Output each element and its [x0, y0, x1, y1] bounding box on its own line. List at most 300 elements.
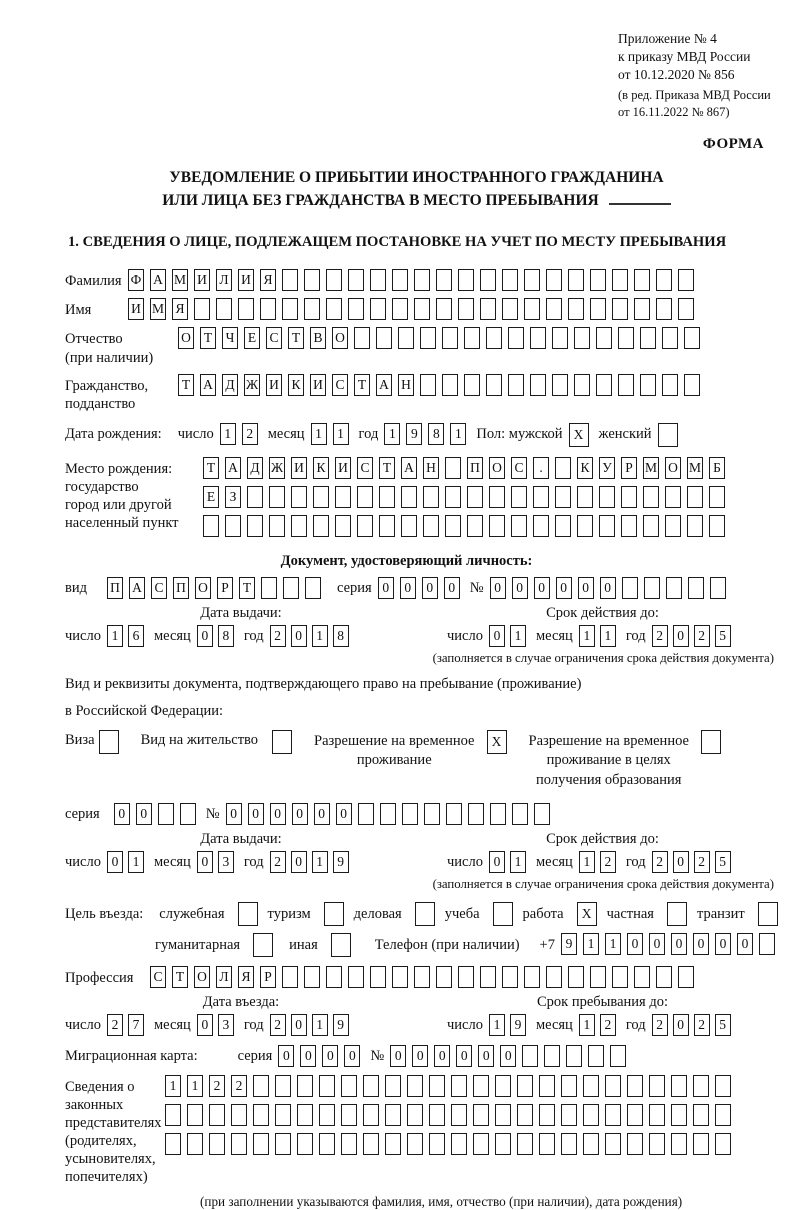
- char-cell[interactable]: [522, 1045, 538, 1067]
- char-cell[interactable]: [480, 298, 496, 320]
- char-cell[interactable]: И: [266, 374, 282, 396]
- char-cell[interactable]: 0: [434, 1045, 450, 1067]
- char-cell[interactable]: [517, 1075, 533, 1097]
- char-cell[interactable]: Д: [247, 457, 263, 479]
- char-cell[interactable]: [326, 298, 342, 320]
- char-cell[interactable]: [282, 966, 298, 988]
- char-cell[interactable]: [687, 515, 703, 537]
- char-cell[interactable]: О: [194, 966, 210, 988]
- char-cell[interactable]: 9: [561, 933, 577, 955]
- char-cell[interactable]: А: [401, 457, 417, 479]
- char-cell[interactable]: 2: [694, 625, 710, 647]
- char-cell[interactable]: [370, 269, 386, 291]
- char-cell[interactable]: 2: [652, 851, 668, 873]
- char-cell[interactable]: [612, 298, 628, 320]
- char-cell[interactable]: Т: [379, 457, 395, 479]
- char-cell[interactable]: Ч: [222, 327, 238, 349]
- char-cell[interactable]: [253, 1104, 269, 1126]
- char-cell[interactable]: [524, 966, 540, 988]
- char-cell[interactable]: [678, 966, 694, 988]
- char-cell[interactable]: 2: [242, 423, 258, 445]
- char-cell[interactable]: Т: [203, 457, 219, 479]
- char-cell[interactable]: [662, 327, 678, 349]
- char-cell[interactable]: 2: [652, 1014, 668, 1036]
- char-cell[interactable]: 0: [444, 577, 460, 599]
- char-cell[interactable]: [341, 1133, 357, 1155]
- temp-residence-edu-checkbox[interactable]: [701, 730, 721, 754]
- char-cell[interactable]: [495, 1133, 511, 1155]
- char-cell[interactable]: [473, 1133, 489, 1155]
- char-cell[interactable]: [486, 327, 502, 349]
- char-cell[interactable]: 2: [652, 625, 668, 647]
- char-cell[interactable]: 1: [312, 851, 328, 873]
- char-cell[interactable]: [348, 298, 364, 320]
- char-cell[interactable]: [260, 298, 276, 320]
- char-cell[interactable]: Я: [172, 298, 188, 320]
- char-cell[interactable]: Ж: [269, 457, 285, 479]
- char-cell[interactable]: У: [599, 457, 615, 479]
- char-cell[interactable]: [392, 269, 408, 291]
- char-cell[interactable]: [451, 1104, 467, 1126]
- sex-female-checkbox[interactable]: [658, 423, 678, 447]
- char-cell[interactable]: П: [467, 457, 483, 479]
- char-cell[interactable]: [715, 1133, 731, 1155]
- char-cell[interactable]: [209, 1104, 225, 1126]
- char-cell[interactable]: [684, 374, 700, 396]
- char-cell[interactable]: [678, 269, 694, 291]
- char-cell[interactable]: 1: [579, 625, 595, 647]
- char-cell[interactable]: 0: [197, 625, 213, 647]
- char-cell[interactable]: А: [150, 269, 166, 291]
- char-cell[interactable]: [546, 298, 562, 320]
- char-cell[interactable]: [544, 1045, 560, 1067]
- char-cell[interactable]: 1: [220, 423, 236, 445]
- char-cell[interactable]: 1: [128, 851, 144, 873]
- char-cell[interactable]: [385, 1104, 401, 1126]
- char-cell[interactable]: [502, 966, 518, 988]
- char-cell[interactable]: 2: [231, 1075, 247, 1097]
- char-cell[interactable]: 9: [333, 1014, 349, 1036]
- char-cell[interactable]: [561, 1104, 577, 1126]
- char-cell[interactable]: [379, 515, 395, 537]
- char-cell[interactable]: [577, 515, 593, 537]
- char-cell[interactable]: [436, 298, 452, 320]
- char-cell[interactable]: 0: [500, 1045, 516, 1067]
- char-cell[interactable]: О: [665, 457, 681, 479]
- char-cell[interactable]: [627, 1133, 643, 1155]
- char-cell[interactable]: 0: [490, 577, 506, 599]
- char-cell[interactable]: [305, 577, 321, 599]
- char-cell[interactable]: 1: [605, 933, 621, 955]
- char-cell[interactable]: [429, 1075, 445, 1097]
- char-cell[interactable]: [203, 515, 219, 537]
- char-cell[interactable]: [605, 1075, 621, 1097]
- char-cell[interactable]: М: [643, 457, 659, 479]
- char-cell[interactable]: [618, 327, 634, 349]
- char-cell[interactable]: [341, 1104, 357, 1126]
- char-cell[interactable]: Н: [423, 457, 439, 479]
- char-cell[interactable]: [473, 1104, 489, 1126]
- char-cell[interactable]: [590, 966, 606, 988]
- char-cell[interactable]: 5: [715, 625, 731, 647]
- char-cell[interactable]: [357, 486, 373, 508]
- char-cell[interactable]: 2: [107, 1014, 123, 1036]
- char-cell[interactable]: 0: [390, 1045, 406, 1067]
- char-cell[interactable]: [539, 1133, 555, 1155]
- purpose-tourism-checkbox[interactable]: [324, 902, 344, 926]
- char-cell[interactable]: [583, 1104, 599, 1126]
- char-cell[interactable]: 0: [336, 803, 352, 825]
- char-cell[interactable]: [599, 515, 615, 537]
- char-cell[interactable]: [180, 803, 196, 825]
- char-cell[interactable]: 0: [378, 577, 394, 599]
- purpose-humanitarian-checkbox[interactable]: [253, 933, 273, 957]
- char-cell[interactable]: [407, 1133, 423, 1155]
- char-cell[interactable]: [468, 803, 484, 825]
- char-cell[interactable]: [313, 515, 329, 537]
- char-cell[interactable]: [710, 577, 726, 599]
- char-cell[interactable]: [464, 374, 480, 396]
- char-cell[interactable]: 0: [578, 577, 594, 599]
- char-cell[interactable]: [533, 515, 549, 537]
- char-cell[interactable]: [489, 486, 505, 508]
- char-cell[interactable]: 2: [600, 851, 616, 873]
- char-cell[interactable]: 1: [600, 625, 616, 647]
- char-cell[interactable]: [401, 486, 417, 508]
- char-cell[interactable]: [490, 803, 506, 825]
- char-cell[interactable]: [577, 486, 593, 508]
- char-cell[interactable]: С: [511, 457, 527, 479]
- char-cell[interactable]: [429, 1133, 445, 1155]
- char-cell[interactable]: 2: [694, 851, 710, 873]
- char-cell[interactable]: 1: [579, 1014, 595, 1036]
- char-cell[interactable]: [546, 269, 562, 291]
- char-cell[interactable]: [524, 298, 540, 320]
- char-cell[interactable]: 0: [400, 577, 416, 599]
- char-cell[interactable]: [662, 374, 678, 396]
- char-cell[interactable]: [158, 803, 174, 825]
- char-cell[interactable]: П: [173, 577, 189, 599]
- char-cell[interactable]: 2: [270, 851, 286, 873]
- char-cell[interactable]: [442, 327, 458, 349]
- char-cell[interactable]: [596, 327, 612, 349]
- char-cell[interactable]: [561, 1133, 577, 1155]
- char-cell[interactable]: [247, 515, 263, 537]
- char-cell[interactable]: [583, 1075, 599, 1097]
- char-cell[interactable]: [671, 1104, 687, 1126]
- char-cell[interactable]: [313, 486, 329, 508]
- char-cell[interactable]: [649, 1104, 665, 1126]
- char-cell[interactable]: 0: [344, 1045, 360, 1067]
- char-cell[interactable]: [693, 1133, 709, 1155]
- char-cell[interactable]: [253, 1075, 269, 1097]
- char-cell[interactable]: Е: [244, 327, 260, 349]
- char-cell[interactable]: [517, 1104, 533, 1126]
- char-cell[interactable]: А: [376, 374, 392, 396]
- char-cell[interactable]: [599, 486, 615, 508]
- char-cell[interactable]: 0: [114, 803, 130, 825]
- char-cell[interactable]: [656, 269, 672, 291]
- char-cell[interactable]: 0: [693, 933, 709, 955]
- char-cell[interactable]: [269, 486, 285, 508]
- char-cell[interactable]: [283, 577, 299, 599]
- char-cell[interactable]: [414, 298, 430, 320]
- char-cell[interactable]: 1: [187, 1075, 203, 1097]
- char-cell[interactable]: [407, 1075, 423, 1097]
- char-cell[interactable]: [380, 803, 396, 825]
- char-cell[interactable]: [643, 515, 659, 537]
- char-cell[interactable]: [464, 327, 480, 349]
- char-cell[interactable]: [291, 486, 307, 508]
- char-cell[interactable]: [209, 1133, 225, 1155]
- char-cell[interactable]: [678, 298, 694, 320]
- char-cell[interactable]: 1: [107, 625, 123, 647]
- char-cell[interactable]: 0: [136, 803, 152, 825]
- char-cell[interactable]: 0: [600, 577, 616, 599]
- char-cell[interactable]: [385, 1133, 401, 1155]
- char-cell[interactable]: Р: [260, 966, 276, 988]
- char-cell[interactable]: 6: [128, 625, 144, 647]
- char-cell[interactable]: 0: [197, 851, 213, 873]
- char-cell[interactable]: [231, 1133, 247, 1155]
- char-cell[interactable]: [429, 1104, 445, 1126]
- char-cell[interactable]: 0: [534, 577, 550, 599]
- sex-male-checkbox[interactable]: X: [569, 423, 589, 447]
- char-cell[interactable]: [634, 269, 650, 291]
- char-cell[interactable]: [495, 1075, 511, 1097]
- char-cell[interactable]: К: [577, 457, 593, 479]
- char-cell[interactable]: 0: [456, 1045, 472, 1067]
- char-cell[interactable]: 2: [270, 1014, 286, 1036]
- char-cell[interactable]: 0: [300, 1045, 316, 1067]
- char-cell[interactable]: Т: [288, 327, 304, 349]
- char-cell[interactable]: К: [313, 457, 329, 479]
- char-cell[interactable]: Т: [178, 374, 194, 396]
- char-cell[interactable]: 0: [322, 1045, 338, 1067]
- char-cell[interactable]: 0: [314, 803, 330, 825]
- char-cell[interactable]: Ф: [128, 269, 144, 291]
- char-cell[interactable]: [445, 457, 461, 479]
- char-cell[interactable]: П: [107, 577, 123, 599]
- char-cell[interactable]: Я: [238, 966, 254, 988]
- char-cell[interactable]: [458, 298, 474, 320]
- char-cell[interactable]: 0: [248, 803, 264, 825]
- char-cell[interactable]: Д: [222, 374, 238, 396]
- char-cell[interactable]: 2: [270, 625, 286, 647]
- char-cell[interactable]: Л: [216, 269, 232, 291]
- char-cell[interactable]: [363, 1075, 379, 1097]
- char-cell[interactable]: Ж: [244, 374, 260, 396]
- char-cell[interactable]: [402, 803, 418, 825]
- char-cell[interactable]: [715, 1104, 731, 1126]
- char-cell[interactable]: [480, 966, 496, 988]
- char-cell[interactable]: 0: [291, 625, 307, 647]
- char-cell[interactable]: [304, 269, 320, 291]
- char-cell[interactable]: И: [291, 457, 307, 479]
- char-cell[interactable]: [656, 298, 672, 320]
- char-cell[interactable]: [643, 486, 659, 508]
- char-cell[interactable]: 0: [226, 803, 242, 825]
- purpose-official-checkbox[interactable]: [238, 902, 258, 926]
- char-cell[interactable]: [649, 1133, 665, 1155]
- char-cell[interactable]: [446, 803, 462, 825]
- char-cell[interactable]: М: [172, 269, 188, 291]
- char-cell[interactable]: [759, 933, 775, 955]
- char-cell[interactable]: [401, 515, 417, 537]
- char-cell[interactable]: [656, 966, 672, 988]
- char-cell[interactable]: [420, 327, 436, 349]
- char-cell[interactable]: К: [288, 374, 304, 396]
- char-cell[interactable]: И: [238, 269, 254, 291]
- char-cell[interactable]: 2: [694, 1014, 710, 1036]
- char-cell[interactable]: Я: [260, 269, 276, 291]
- char-cell[interactable]: [436, 269, 452, 291]
- char-cell[interactable]: [376, 327, 392, 349]
- char-cell[interactable]: [385, 1075, 401, 1097]
- char-cell[interactable]: [335, 515, 351, 537]
- char-cell[interactable]: [291, 515, 307, 537]
- char-cell[interactable]: [414, 966, 430, 988]
- char-cell[interactable]: 1: [510, 625, 526, 647]
- char-cell[interactable]: З: [225, 486, 241, 508]
- char-cell[interactable]: [533, 486, 549, 508]
- char-cell[interactable]: [605, 1104, 621, 1126]
- char-cell[interactable]: [297, 1075, 313, 1097]
- char-cell[interactable]: [561, 1075, 577, 1097]
- char-cell[interactable]: [486, 374, 502, 396]
- char-cell[interactable]: Н: [398, 374, 414, 396]
- purpose-other-checkbox[interactable]: [331, 933, 351, 957]
- char-cell[interactable]: [590, 269, 606, 291]
- char-cell[interactable]: С: [266, 327, 282, 349]
- char-cell[interactable]: [568, 298, 584, 320]
- char-cell[interactable]: [627, 1075, 643, 1097]
- char-cell[interactable]: [348, 269, 364, 291]
- char-cell[interactable]: А: [129, 577, 145, 599]
- char-cell[interactable]: [319, 1104, 335, 1126]
- char-cell[interactable]: [269, 515, 285, 537]
- char-cell[interactable]: [358, 803, 374, 825]
- char-cell[interactable]: 0: [556, 577, 572, 599]
- char-cell[interactable]: Т: [200, 327, 216, 349]
- char-cell[interactable]: А: [225, 457, 241, 479]
- char-cell[interactable]: Т: [172, 966, 188, 988]
- char-cell[interactable]: Л: [216, 966, 232, 988]
- char-cell[interactable]: [304, 966, 320, 988]
- char-cell[interactable]: [610, 1045, 626, 1067]
- char-cell[interactable]: [225, 515, 241, 537]
- char-cell[interactable]: [247, 486, 263, 508]
- char-cell[interactable]: 1: [333, 423, 349, 445]
- char-cell[interactable]: [709, 486, 725, 508]
- char-cell[interactable]: 1: [165, 1075, 181, 1097]
- char-cell[interactable]: В: [310, 327, 326, 349]
- char-cell[interactable]: [458, 966, 474, 988]
- char-cell[interactable]: [621, 515, 637, 537]
- char-cell[interactable]: [467, 515, 483, 537]
- char-cell[interactable]: [574, 327, 590, 349]
- char-cell[interactable]: [392, 298, 408, 320]
- char-cell[interactable]: [530, 374, 546, 396]
- char-cell[interactable]: [539, 1104, 555, 1126]
- char-cell[interactable]: [319, 1075, 335, 1097]
- char-cell[interactable]: [539, 1075, 555, 1097]
- char-cell[interactable]: [354, 327, 370, 349]
- char-cell[interactable]: [363, 1133, 379, 1155]
- char-cell[interactable]: [341, 1075, 357, 1097]
- char-cell[interactable]: [511, 486, 527, 508]
- char-cell[interactable]: 3: [218, 1014, 234, 1036]
- char-cell[interactable]: [555, 486, 571, 508]
- char-cell[interactable]: [596, 374, 612, 396]
- char-cell[interactable]: [612, 966, 628, 988]
- char-cell[interactable]: [165, 1133, 181, 1155]
- visa-checkbox[interactable]: [99, 730, 119, 754]
- char-cell[interactable]: 2: [209, 1075, 225, 1097]
- char-cell[interactable]: [612, 269, 628, 291]
- char-cell[interactable]: [253, 1133, 269, 1155]
- char-cell[interactable]: [546, 966, 562, 988]
- char-cell[interactable]: [568, 966, 584, 988]
- char-cell[interactable]: [524, 269, 540, 291]
- char-cell[interactable]: [530, 327, 546, 349]
- char-cell[interactable]: [467, 486, 483, 508]
- char-cell[interactable]: [502, 298, 518, 320]
- char-cell[interactable]: [552, 374, 568, 396]
- char-cell[interactable]: [335, 486, 351, 508]
- char-cell[interactable]: Б: [709, 457, 725, 479]
- char-cell[interactable]: 7: [128, 1014, 144, 1036]
- char-cell[interactable]: Е: [203, 486, 219, 508]
- char-cell[interactable]: [605, 1133, 621, 1155]
- char-cell[interactable]: И: [194, 269, 210, 291]
- char-cell[interactable]: [436, 966, 452, 988]
- char-cell[interactable]: [275, 1104, 291, 1126]
- char-cell[interactable]: [392, 966, 408, 988]
- char-cell[interactable]: [231, 1104, 247, 1126]
- char-cell[interactable]: [627, 1104, 643, 1126]
- char-cell[interactable]: [502, 269, 518, 291]
- char-cell[interactable]: [687, 486, 703, 508]
- char-cell[interactable]: [451, 1133, 467, 1155]
- char-cell[interactable]: О: [178, 327, 194, 349]
- char-cell[interactable]: 1: [583, 933, 599, 955]
- char-cell[interactable]: [649, 1075, 665, 1097]
- char-cell[interactable]: 0: [422, 577, 438, 599]
- char-cell[interactable]: 0: [489, 625, 505, 647]
- char-cell[interactable]: Р: [217, 577, 233, 599]
- char-cell[interactable]: 0: [278, 1045, 294, 1067]
- char-cell[interactable]: [671, 1133, 687, 1155]
- char-cell[interactable]: 1: [579, 851, 595, 873]
- char-cell[interactable]: [644, 577, 660, 599]
- char-cell[interactable]: [357, 515, 373, 537]
- char-cell[interactable]: [555, 457, 571, 479]
- char-cell[interactable]: [423, 515, 439, 537]
- char-cell[interactable]: С: [150, 966, 166, 988]
- char-cell[interactable]: [275, 1133, 291, 1155]
- char-cell[interactable]: 2: [600, 1014, 616, 1036]
- char-cell[interactable]: 0: [489, 851, 505, 873]
- temp-residence-checkbox[interactable]: X: [487, 730, 507, 754]
- char-cell[interactable]: 5: [715, 851, 731, 873]
- char-cell[interactable]: [693, 1104, 709, 1126]
- char-cell[interactable]: 1: [312, 1014, 328, 1036]
- char-cell[interactable]: 0: [291, 1014, 307, 1036]
- char-cell[interactable]: [398, 327, 414, 349]
- char-cell[interactable]: И: [335, 457, 351, 479]
- char-cell[interactable]: Т: [239, 577, 255, 599]
